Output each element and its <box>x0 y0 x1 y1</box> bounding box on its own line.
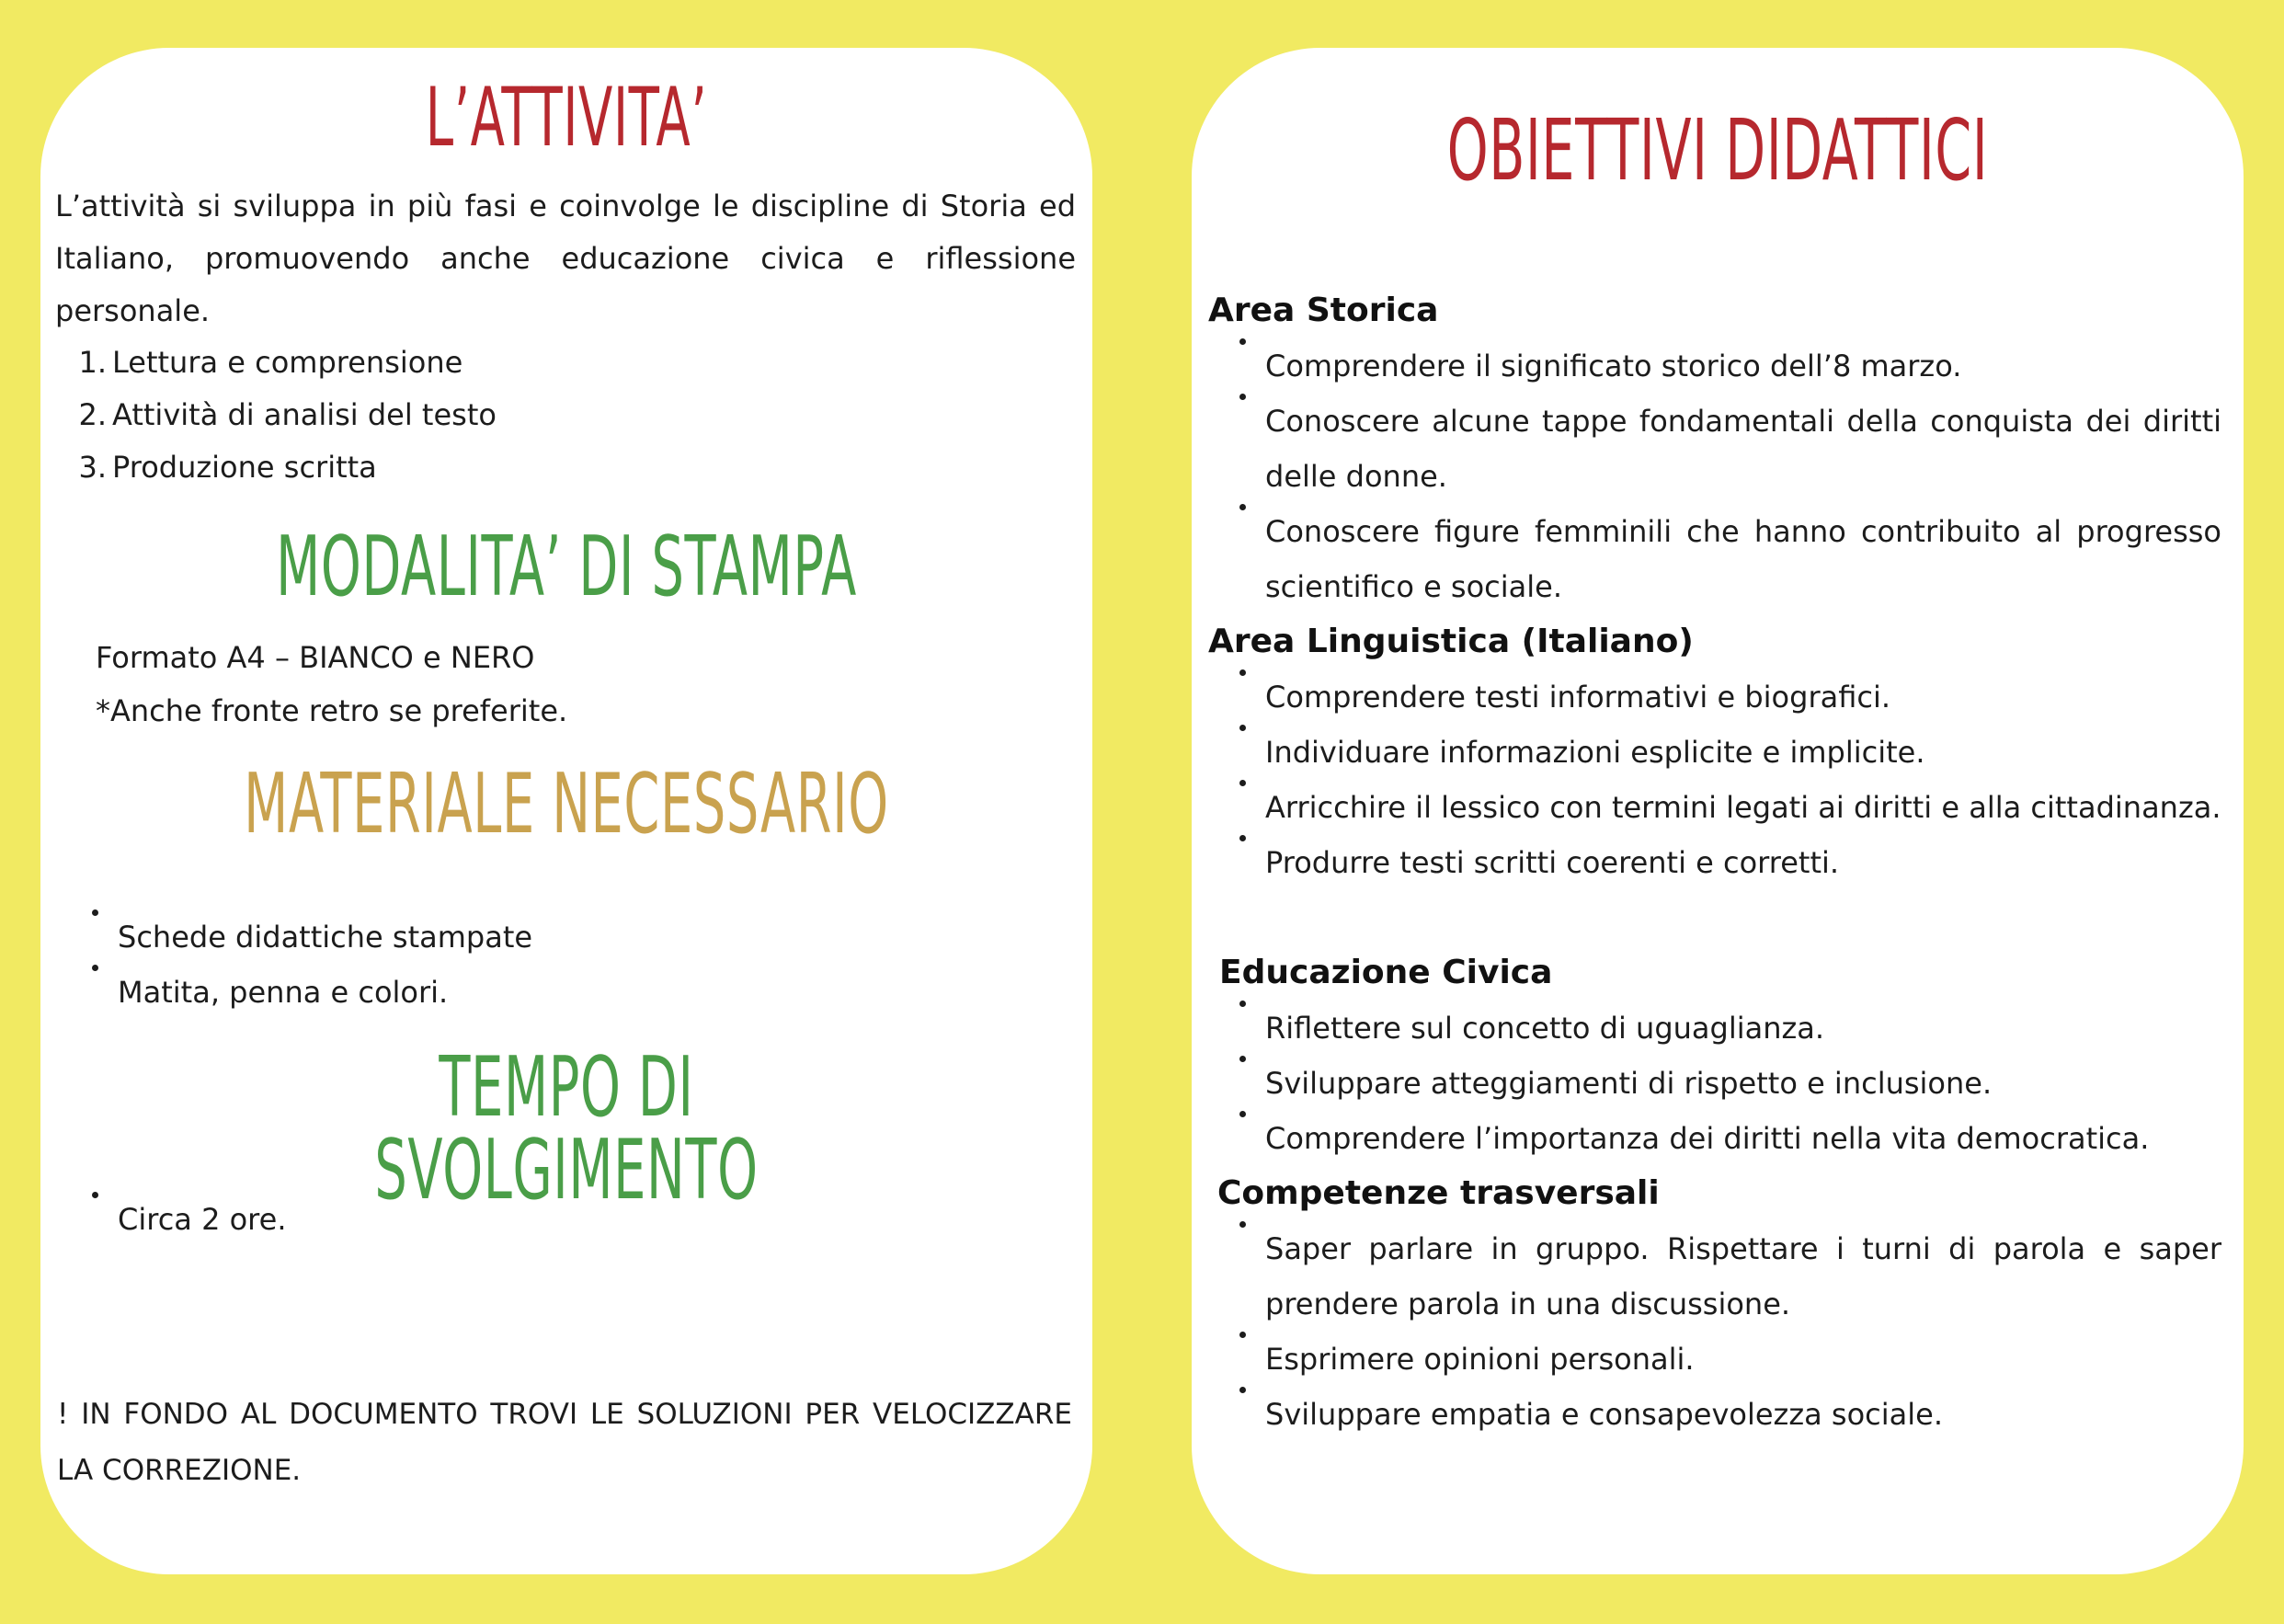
list-item <box>1225 1387 2221 1442</box>
list-item <box>1225 504 2221 614</box>
list-item <box>1225 1332 2221 1387</box>
list-item-text: Comprendere testi informativi e biografici. <box>1265 680 1891 715</box>
attivita-steps <box>55 337 1067 494</box>
list-item-text: Comprendere il significato storico dell’8 marzo. <box>1265 349 1962 383</box>
stampa-format: Formato A4 – BIANCO e NERO <box>96 640 535 675</box>
list-item <box>77 909 1070 965</box>
section-heading-educazione-civica: Educazione Civica <box>1219 954 1553 991</box>
list-item-text: Schede didattiche stampate <box>118 920 533 955</box>
stampa-note: *Anche fronte retro se preferite. <box>96 693 568 728</box>
list-item-text: Matita, penna e colori. <box>118 975 449 1010</box>
solutions-note: ! IN FONDO AL DOCUMENTO TROVI LE SOLUZIONI PER VELOCIZZARE LA CORREZIONE. <box>57 1398 1072 1487</box>
step-number: 1. <box>78 345 107 380</box>
list-item-text: Produrre testi scritti coerenti e corretti. <box>1265 845 1840 880</box>
list-item-text: Sviluppare empatia e consapevolezza sociale. <box>1265 1397 1944 1432</box>
list-item <box>1225 835 2221 890</box>
list-item <box>1225 669 2221 725</box>
list-item <box>1225 394 2221 504</box>
tempo-list <box>77 1192 1070 1247</box>
list-item-text: Circa 2 ore. <box>118 1202 287 1237</box>
list-item <box>77 1192 1070 1247</box>
educazione-civica-list <box>1225 1001 2221 1166</box>
list-item <box>1225 1001 2221 1056</box>
materiale-list <box>77 909 1070 1020</box>
list-item-text: Saper parlare in gruppo. Rispettare i turni di parola e saper prendere parola in una discussione. <box>1265 1231 2221 1321</box>
list-item <box>1225 780 2221 835</box>
list-item <box>1225 1111 2221 1166</box>
list-item <box>55 389 1067 441</box>
list-item-text: Conoscere alcune tappe fondamentali della conquista dei diritti delle donne. <box>1265 404 2221 494</box>
tempo-title: TEMPO DI SVOLGIMENTO <box>374 1039 759 1218</box>
list-item <box>55 337 1067 389</box>
attivita-intro: L’attività si sviluppa in più fasi e coinvolge le discipline di Storia ed Italiano, promuovendo anche educazione civica e riflessione personale. <box>55 189 1076 328</box>
step-text: Attività di analisi del testo <box>112 397 497 432</box>
area-storica-list <box>1225 338 2221 614</box>
list-item <box>1225 338 2221 394</box>
step-text: Produzione scritta <box>112 450 377 485</box>
step-text: Lettura e comprensione <box>112 345 463 380</box>
list-item-text: Esprimere opinioni personali. <box>1265 1342 1695 1377</box>
area-linguistica-list <box>1225 669 2221 890</box>
list-item-text: Individuare informazioni esplicite e implicite. <box>1265 735 1925 770</box>
left-card <box>40 48 1092 1574</box>
list-item-text: Comprendere l’importanza dei diritti nella vita democratica. <box>1265 1121 2150 1156</box>
section-heading-area-linguistica: Area Linguistica (Italiano) <box>1208 623 1694 660</box>
list-item <box>1225 1056 2221 1111</box>
materiale-title: MATERIALE NECESSARIO <box>244 756 889 852</box>
list-item <box>1225 725 2221 780</box>
step-number: 3. <box>78 450 107 485</box>
section-heading-area-storica: Area Storica <box>1208 292 1439 329</box>
list-item-text: Arricchire il lessico con termini legati ai diritti e alla cittadinanza. <box>1265 790 2221 825</box>
right-card <box>1192 48 2244 1574</box>
attivita-title: L’ATTIVITA’ <box>425 70 708 165</box>
competenze-trasversali-list <box>1225 1221 2221 1442</box>
list-item <box>77 965 1070 1020</box>
list-item-text: Conoscere figure femminili che hanno contribuito al progresso scientifico e sociale. <box>1265 514 2221 604</box>
obiettivi-title: OBIETTIVI DIDATTICI <box>1446 101 1989 200</box>
list-item <box>1225 1221 2221 1332</box>
list-item-text: Riflettere sul concetto di uguaglianza. <box>1265 1011 1825 1046</box>
step-number: 2. <box>78 397 107 432</box>
list-item <box>55 441 1067 494</box>
section-heading-competenze-trasversali: Competenze trasversali <box>1217 1174 1660 1212</box>
list-item-text: Sviluppare atteggiamenti di rispetto e inclusione. <box>1265 1066 1993 1101</box>
stampa-title: MODALITA’ DI STAMPA <box>276 519 857 615</box>
